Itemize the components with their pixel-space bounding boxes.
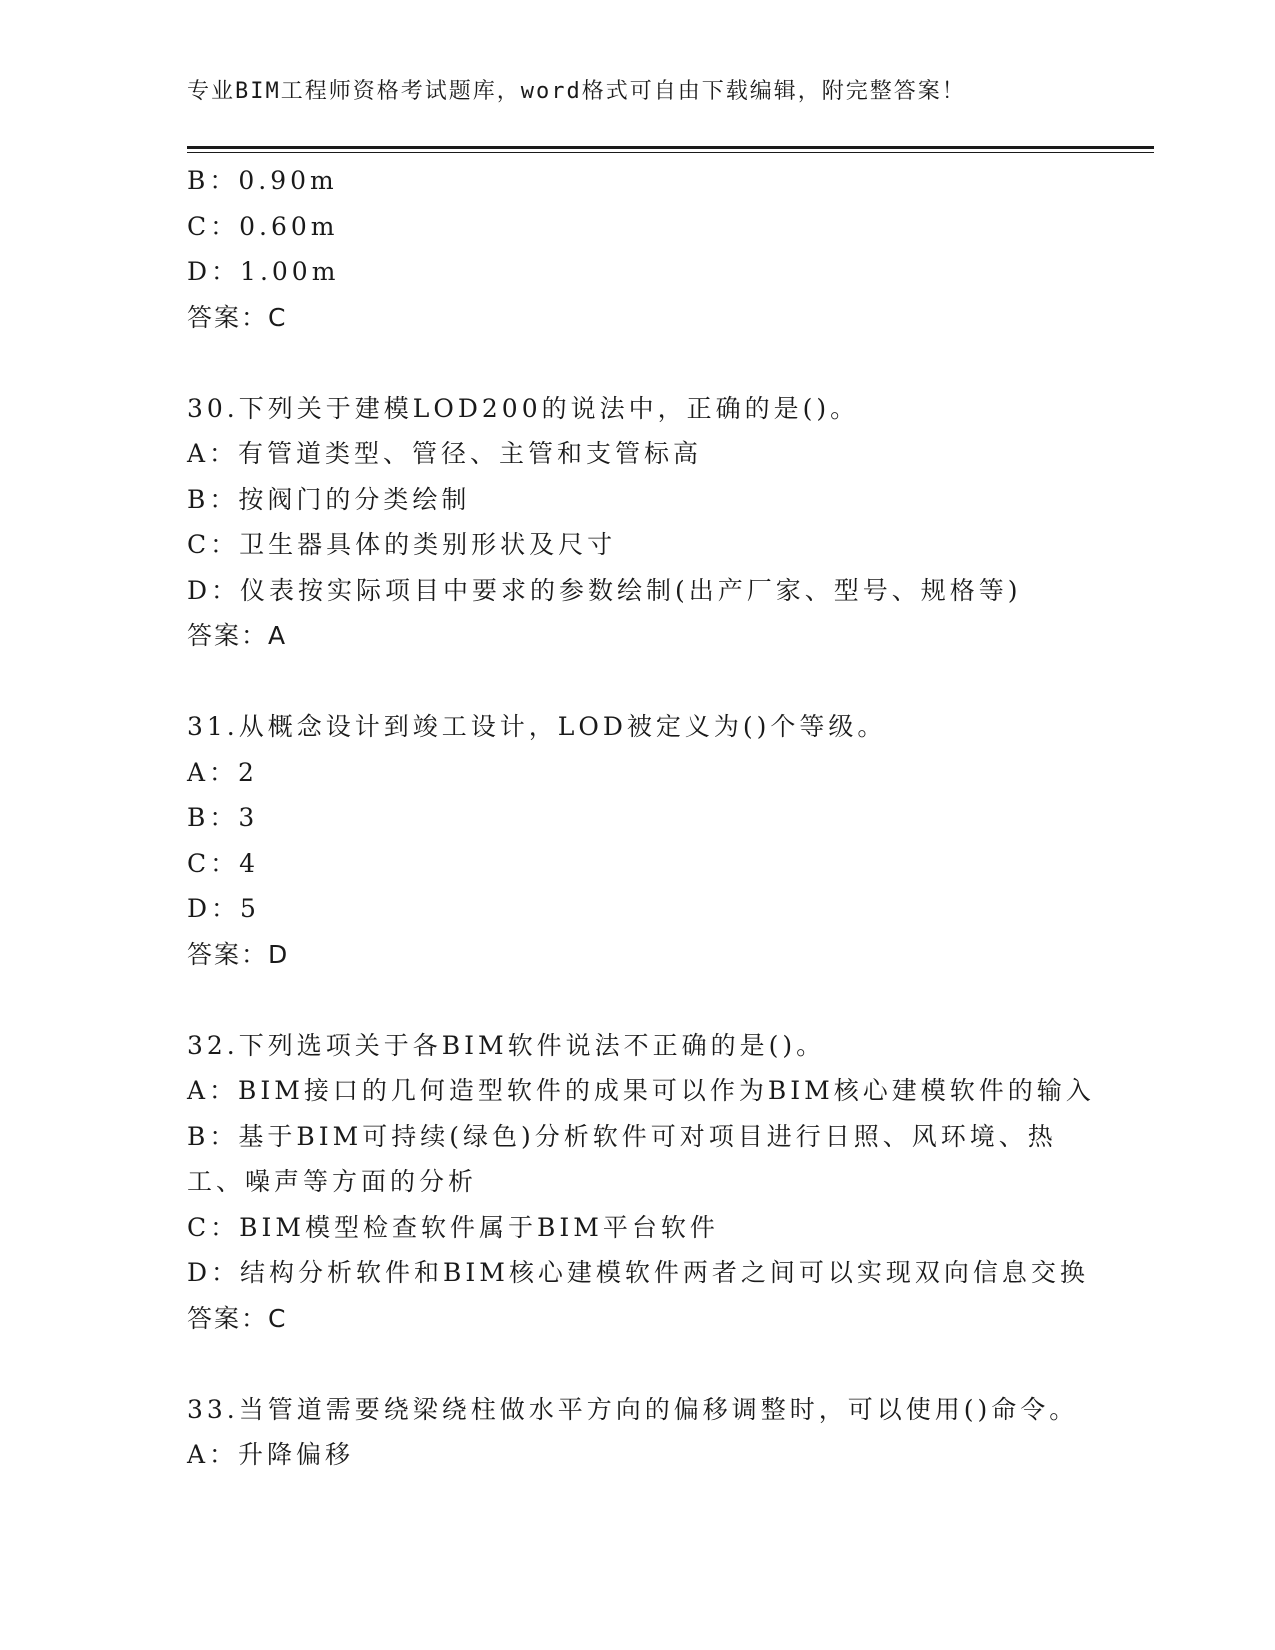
question-text: 33.当管道需要绕梁绕柱做水平方向的偏移调整时，可以使用()命令。	[187, 1394, 1079, 1424]
question-text: 31.从概念设计到竣工设计，LOD被定义为()个等级。	[187, 712, 887, 741]
option-c: C：4	[187, 848, 260, 878]
question-block	[187, 158, 1087, 340]
question-text: 30.下列关于建模LOD200的说法中，正确的是()。	[187, 393, 860, 423]
option-c: C：0.60m	[187, 211, 339, 241]
spacer	[187, 1341, 1087, 1387]
option-d: D：5	[187, 894, 260, 923]
question-block	[187, 704, 1087, 977]
answer: 答案：C	[187, 302, 288, 332]
option-c: C：BIM模型检查软件属于BIM平台软件	[187, 1212, 719, 1242]
spacer	[187, 977, 1087, 1023]
spacer	[187, 340, 1087, 386]
answer: 答案：A	[187, 621, 288, 650]
option-d: D：1.00m	[187, 257, 340, 286]
option-b: B：3	[187, 803, 259, 832]
answer: 答案：D	[187, 939, 290, 969]
option-b: B：0.90m	[187, 166, 338, 195]
question-block	[187, 1387, 1087, 1478]
option-a: A：升降偏移	[187, 1440, 355, 1469]
header-rule-thick	[187, 146, 1154, 149]
question-block	[187, 1023, 1095, 1342]
option-a: A：有管道类型、管径、主管和支管标高	[187, 439, 703, 468]
option-d: D：结构分析软件和BIM核心建模软件两者之间可以实现双向信息交换	[187, 1258, 1089, 1287]
option-a: A：2	[187, 757, 258, 787]
option-a: A：BIM接口的几何造型软件的成果可以作为BIM核心建模软件的输入	[187, 1076, 1095, 1105]
question-list	[187, 158, 1095, 1478]
option-b: B：基于BIM可持续(绿色)分析软件可对项目进行日照、风环境、热工、噪声等方面的分析	[187, 1121, 1057, 1196]
option-b: B：按阀门的分类绘制	[187, 484, 471, 514]
option-d: D：仪表按实际项目中要求的参数绘制(出产厂家、型号、规格等)	[187, 575, 1022, 605]
option-c: C：卫生器具体的类别形状及尺寸	[187, 530, 617, 559]
question-text: 32.下列选项关于各BIM软件说法不正确的是()。	[187, 1030, 826, 1060]
answer: 答案：C	[187, 1303, 288, 1333]
page-header: 专业BIM工程师资格考试题库，word格式可自由下载编辑，附完整答案！	[187, 79, 966, 104]
header-rule-thin	[187, 152, 1154, 153]
spacer	[187, 659, 1087, 705]
question-block	[187, 386, 1087, 659]
